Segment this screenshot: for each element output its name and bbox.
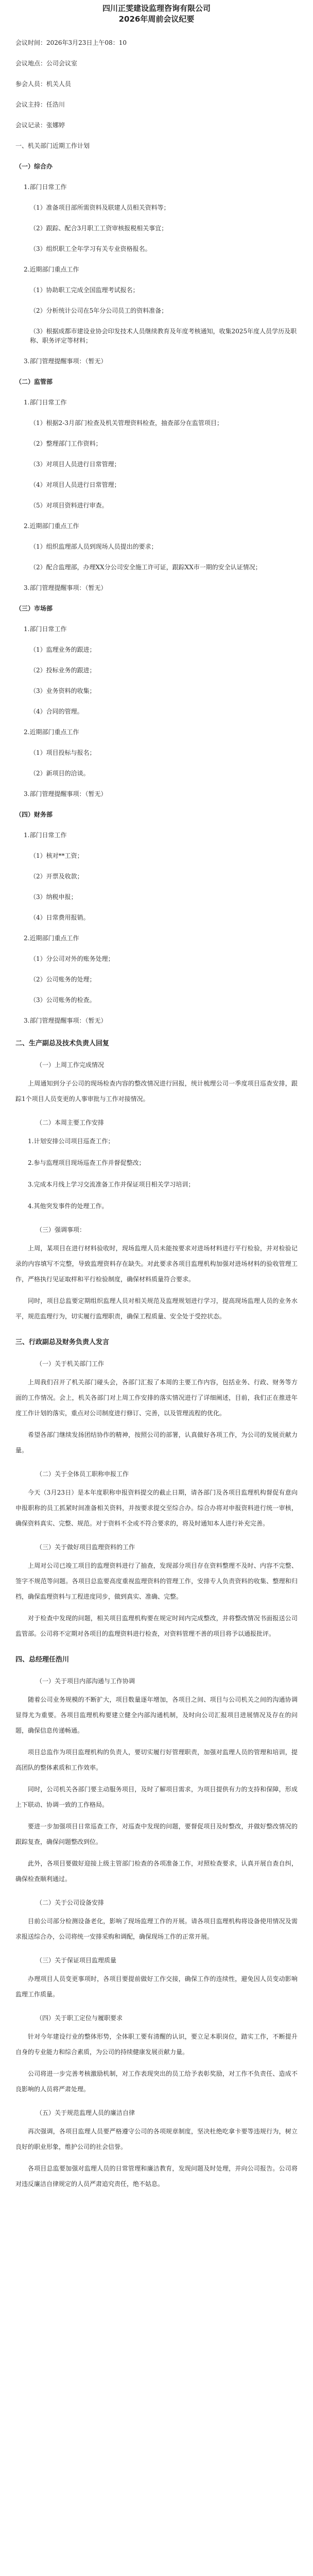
paragraph: 此外，各项目要做好迎接上级主管部门检查的各项准备工作，对照检查要求，认真开展自查自纠，确保检查顺利通过。 (15, 1860, 298, 1883)
subsection-heading: （三）关于做好项目监理资料的工作 (36, 1544, 135, 1551)
work-group-label: 2.近期部门重点工作 (24, 935, 79, 942)
work-item: （3）公司账务的检查。 (30, 996, 96, 1004)
meta-row: 会议时间：2026年3月23日上午08：10 (15, 39, 127, 46)
subsection-heading: （一）关于项目内部沟通与工作协调 (36, 1677, 135, 1685)
department-heading: （四）财务部 (15, 811, 53, 818)
section-heading: 二、生产副总及技术负责人回复 (15, 1040, 110, 1047)
work-item: （2）分析统计公司在5年分公司员工的资料准备； (30, 307, 168, 314)
work-item: （3）根据成都市建设业协会印发技术人员继续教育及年度考核通知，收集2025年度人员学历及职称、职务评定等材料； (30, 328, 297, 344)
work-item: （2）整理部门工作资料； (30, 440, 102, 447)
paragraph: 办理项目人员变更事项时，各项目要提前做好工作交接，确保工作的连续性，避免因人员变动影响监理工作质量。 (15, 1975, 298, 1998)
work-item: （1）根据2-3月部门检查及机关管理资料检查，抽查部分在监管项目； (30, 419, 223, 427)
meeting-meta (15, 38, 298, 130)
paragraph: 各项目总监要加强对监理人员的日常管理和廉洁教育，发现问题及时处理，并向公司报告。公司将对违反廉洁自律规定的人员严肃追究责任，绝不姑息。 (15, 2165, 298, 2188)
work-item: （2）新项目的洽谈。 (30, 770, 90, 777)
paragraph: 3.完成本月线上学习交流准备工作并保证项目相关学习培训； (28, 1181, 195, 1188)
paragraph: 针对今年建设行业的整体形势，全体职工要有清醒的认识，要立足本职岗位，踏实工作，不断提升自身的专业能力和综合素质，为公司的持续健康发展贡献力量。 (15, 2033, 298, 2056)
work-item: （4）合同的管理。 (30, 708, 83, 715)
paragraph: 同时，公司机关各部门要主动服务项目，及时了解项目需求，为项目提供有力的支持和保障，形成上下联动、协调一致的工作格局。 (15, 1786, 298, 1808)
paragraph: 公司将进一步完善考核激励机制，对工作表现突出的员工给予表彰奖励，对工作不负责任、造成不良影响的人员将严肃处理。 (15, 2070, 298, 2093)
paragraph: 1.计划安排公司项目巡查工作； (28, 1138, 114, 1145)
work-item: （3）纳税申报； (30, 893, 77, 901)
work-group-label: 3.部门管理提醒事项：（暂无） (24, 584, 107, 591)
paragraph: 上周通知到分子公司的现场检查内容的整改情况进行回报，统计梳理公司一季度项目巡查安排，跟踪1个项目人员变更的人事审批与工作对接情况。 (15, 1080, 298, 1103)
work-item: （4）对项目人员进行日常管理； (30, 481, 120, 488)
company-title: 四川正雯建设监理咨询有限公司 (102, 4, 211, 13)
subsection-heading: （二）关于全体员工职称申报工作 (36, 1470, 129, 1478)
work-item: （2）配合监理部，办理XX分公司安全施工许可证，跟踪XX市一期的安全认证情况； (30, 564, 262, 571)
subsection-heading: （三）关于保证项目监理质量 (36, 1957, 117, 1964)
department-heading: （二）监管部 (15, 378, 53, 385)
section-heading: 三、行政副总及财务负责人发言 (15, 1338, 110, 1346)
paragraph: 今天（3月23日）是本年度职称申报资料提交的截止日期，请各部门及各项目监理机构督促有意向申报职称的员工抓紧时间准备相关资料，并按要求提交至综合办。综合办将对申报资料进行统一审核，确保资料真实、完整、规范。对于资料不全或不符合要求的，将及时通知本人进行补充完善。 (15, 1489, 298, 1527)
work-group-label: 1.部门日常工作 (24, 832, 67, 839)
subsection-heading: （一）关于机关部门工作 (36, 1360, 105, 1367)
work-group-label: 1.部门日常工作 (24, 625, 67, 633)
work-item: （2）开票及收款； (30, 873, 83, 880)
meta-row: 会议主持：任浩川 (15, 101, 65, 108)
plan-section-title: 一、机关部门近期工作计划 (15, 142, 90, 149)
work-item: （3）对项目人员进行日常管理； (30, 461, 120, 468)
subsection-heading: （四）关于职工定位与履职要求 (36, 2014, 123, 2022)
work-group-label: 3.部门管理提醒事项：（暂无） (24, 358, 107, 365)
paragraph: 同时，项目总监要定期组织监理人员对相关规范及监理规划进行学习，提高现场监理人员的业务水平，规范监理行为，切实履行监理职责，确保工程质量、安全处于受控状态。 (15, 1297, 298, 1320)
work-group-label: 3.部门管理提醒事项：（暂无） (24, 1017, 107, 1024)
work-item: （4）日常费用报销。 (30, 914, 90, 921)
paragraph: 希望各部门继续发扬团结协作的精神，按照公司的部署，认真做好各项工作，为公司的发展贡献力量。 (15, 1431, 298, 1454)
subsection-heading: （二）关于公司设备安排 (36, 1899, 105, 1906)
subsection-heading: （一）上周工作完成情况 (36, 1061, 105, 1069)
work-item: （1）协助职工完成全国监理考试报名； (30, 286, 139, 294)
work-group-label: 1.部门日常工作 (24, 399, 67, 406)
work-group-label: 2.近期部门重点工作 (24, 522, 79, 530)
work-item: （1）核对**工资； (30, 852, 83, 859)
paragraph: 项目总监作为项目监理机构的负责人，要切实履行好管理职责，加强对监理人员的管理和培训，提高团队的整体素质和工作效率。 (15, 1749, 298, 1771)
paragraph: 再次强调，各项目监理人员要严格遵守公司的各项规章制度，坚决杜绝吃拿卡要等违规行为，树立良好的职业形象，维护公司的社会信誉。 (15, 2128, 298, 2150)
work-group-label: 2.近期部门重点工作 (24, 266, 79, 273)
meta-row: 参会人员：机关人员 (15, 80, 72, 88)
paragraph: 上周对公司已竣工项目的监理资料进行了抽查，发现部分项目存在资料整理不及时、内容不完整、签字不规范等问题。各项目总监要高度重视监理资料的管理工作，安排专人负责资料的收集、整理和归档，确保监理资料与工程进度同步，做到真实、准确、完整。 (15, 1562, 298, 1600)
paragraph: 目前公司部分检测设备老化，影响了现场监理工作的开展。请各项目监理机构将设备使用情况及需求报送综合办，公司将统一安排采购和调配，确保现场工作的正常开展。 (15, 1918, 298, 1940)
work-item: （2）跟踪、配合3月职工工资审核报税相关事宜； (30, 225, 168, 232)
paragraph: 随着公司业务规模的不断扩大，项目数量逐年增加，各项目之间、项目与公司机关之间的沟通协调显得尤为重要。各项目监理机构要建立健全内部沟通机制，及时向公司汇报项目进展情况及存在的问题，确保信息传递畅通。 (15, 1696, 298, 1734)
paragraph: 对于检查中发现的问题，相关项目监理机构要在规定时间内完成整改，并将整改情况书面报送公司监管部。公司将不定期对各项目的监理资料进行检查，对资料管理不善的项目将予以通报批评。 (15, 1615, 298, 1637)
work-item: （3）组织职工全年学习有关专业资格报名。 (30, 245, 151, 252)
work-item: （2）公司账务的处理； (30, 976, 96, 983)
work-item: （2）投标业务的跟进； (30, 667, 96, 674)
subsection-heading: （五）关于规范监理人员的廉洁自律 (36, 2109, 135, 2116)
section-heading: 四、总经理任浩川 (15, 1656, 69, 1664)
document-title: 2026年周前会议纪要 (118, 14, 195, 24)
work-group-label: 3.部门管理提醒事项：（暂无） (24, 790, 107, 798)
department-heading: （三）市场部 (15, 605, 53, 612)
work-item: （1）分公司对外的账务处理； (30, 955, 114, 962)
work-group-label: 1.部门日常工作 (24, 183, 67, 191)
work-item: （1）项目投标与报名； (30, 749, 96, 756)
work-item: （1）监理业务的跟进； (30, 646, 96, 653)
paragraph: 2.参与监理项目现场巡查工作并督促整改； (28, 1159, 145, 1166)
meta-row: 会议记录：张娜婷 (15, 122, 65, 129)
subsection-heading: （二）本周主要工作安排 (36, 1119, 105, 1126)
work-item: （1）准备项目部所需资料及联建人员相关资料等； (30, 204, 170, 211)
paragraph: 要进一步加强项目日常巡查工作，对巡查中发现的问题，要督促项目及时整改，并做好整改情况的跟踪复查，确保问题整改到位。 (15, 1823, 298, 1845)
meeting-sections (15, 1039, 298, 2192)
work-item: （1）组织监理部人员到现场人员提出的要求； (30, 543, 158, 550)
work-group-label: 2.近期部门重点工作 (24, 728, 79, 736)
paragraph: 上周我们召开了机关部门碰头会，各部门汇报了本周的主要工作内容，包括业务、行政、财务等方面的工作情况。会上，机关各部门对上周工作安排的落实情况进行了详细阐述，目前，我们正在推进年度工作计划的落实，重点对公司制度进行修订、完善，以及管理流程的优化。 (15, 1379, 298, 1417)
meta-row: 会议地点：公司会议室 (15, 60, 78, 67)
work-item: （5）对项目资料进行审查。 (30, 502, 108, 509)
department-plans (15, 162, 298, 1025)
department-heading: （一）综合办 (15, 163, 53, 170)
paragraph: 上周，某项目在进行材料验收时，现场监理人员未能按要求对进场材料进行平行检验，并对检验记录的内容填写不完整，导致监理资料存在缺失。对此要求各项目监理机构加强对进场材料的验收管理工作，严格执行见证取样和平行检验制度，确保材料质量符合要求。 (15, 1245, 298, 1283)
subsection-heading: （三）强调事项： (36, 1226, 86, 1233)
work-item: （3）业务资料的收集； (30, 687, 96, 694)
paragraph: 4.其他突发事件的处理工作。 (28, 1202, 108, 1210)
